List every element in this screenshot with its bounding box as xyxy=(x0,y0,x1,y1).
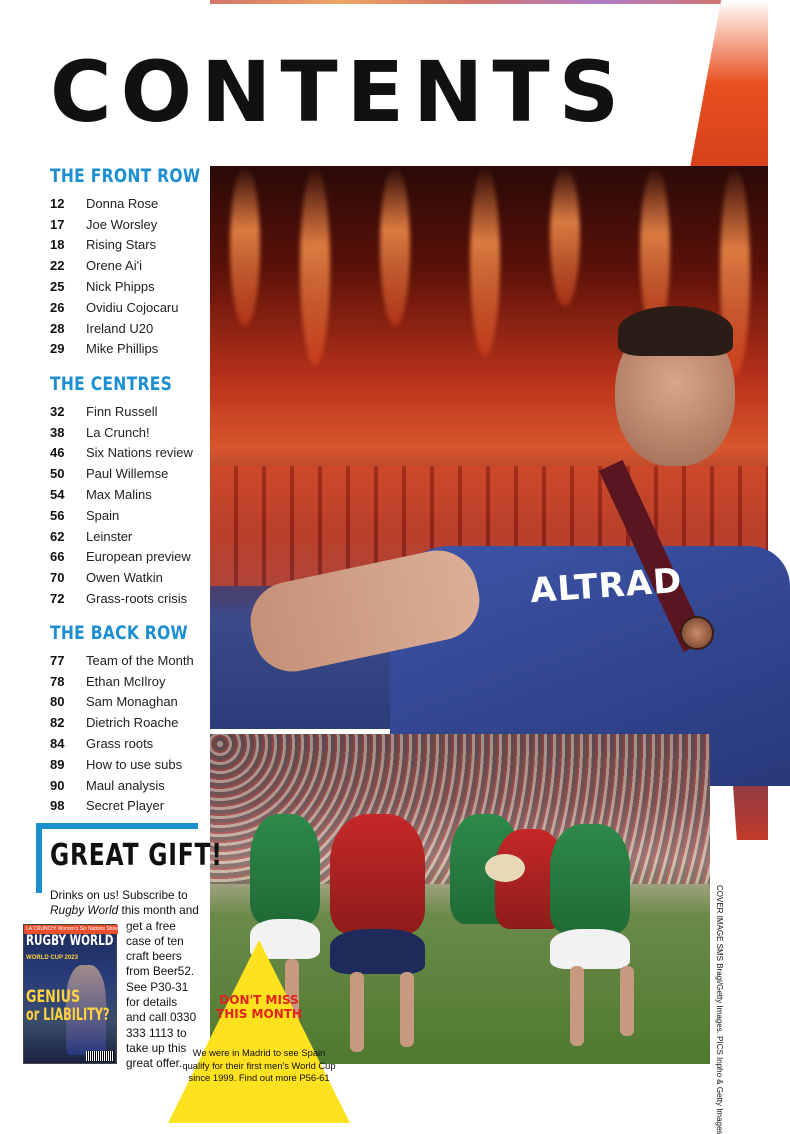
item-title: Rising Stars xyxy=(86,237,157,253)
cover-strip: LA CRUNCH! Women's Six Nations Showdown xyxy=(26,926,131,932)
barcode xyxy=(86,1051,114,1061)
gift-line: for details xyxy=(126,995,178,1010)
photo-credit: COVER IMAGE SMS Bragi/Getty Images. PICS Inpho & Getty Images xyxy=(715,885,724,1134)
hero-photo xyxy=(210,166,768,729)
player-green xyxy=(550,824,630,934)
list-item[interactable] xyxy=(50,193,233,214)
firework xyxy=(380,166,410,326)
list-item[interactable] xyxy=(50,671,218,692)
list-item[interactable] xyxy=(50,567,199,588)
page-number: 62 xyxy=(50,528,65,544)
page-number: 12 xyxy=(50,195,65,211)
item-title: Leinster xyxy=(86,528,133,544)
firework xyxy=(300,166,330,366)
section-heading: THE FRONT ROW xyxy=(50,165,201,187)
gift-line: craft beers xyxy=(126,949,182,964)
shirt-sponsor: ALTRAD xyxy=(528,560,684,612)
gift-line: 333 1113 to xyxy=(126,1025,187,1040)
page-number: 89 xyxy=(50,756,65,772)
promo-text: We were in Madrid to see Spain qualify for their first men's World Cup since 1999. Find out more P56-61 xyxy=(182,1047,336,1084)
player-green xyxy=(250,814,320,924)
list-item[interactable] xyxy=(50,401,199,422)
gift-line: take up this xyxy=(126,1040,187,1055)
item-title: Ireland U20 xyxy=(86,320,154,336)
magazine-cover[interactable] xyxy=(23,924,131,1064)
gift-line: Drinks on us! Subscribe to xyxy=(50,888,188,902)
item-title: European preview xyxy=(86,549,191,565)
gift-border-top xyxy=(36,823,198,829)
gift-line-rest: this month and xyxy=(118,903,199,918)
section-front-row xyxy=(50,165,233,359)
item-title: Secret Player xyxy=(86,798,165,814)
medal xyxy=(680,616,714,650)
page-number: 18 xyxy=(50,237,65,253)
promo-heading: DON'T MISS THIS MONTH xyxy=(216,993,302,1021)
section-heading: THE BACK ROW xyxy=(50,622,188,644)
list-item[interactable] xyxy=(50,276,233,297)
item-title: Grass roots xyxy=(86,736,154,752)
page-number: 22 xyxy=(50,258,65,274)
gift-line: case of ten xyxy=(126,933,184,948)
list-item[interactable] xyxy=(50,443,199,464)
list-item[interactable] xyxy=(50,712,218,733)
page-number: 80 xyxy=(50,694,65,710)
item-title: Orene Ai'i xyxy=(86,258,142,274)
list-item[interactable] xyxy=(50,754,218,775)
gift-line: from Beer52. xyxy=(126,964,195,979)
item-title: Maul analysis xyxy=(86,777,165,793)
item-title: La Crunch! xyxy=(86,424,150,440)
list-item[interactable] xyxy=(50,650,218,671)
item-title: Joe Worsley xyxy=(86,216,158,232)
item-title: Ethan McIlroy xyxy=(86,673,166,689)
item-title: Grass-roots crisis xyxy=(86,591,188,607)
list-item[interactable] xyxy=(50,235,233,256)
firework xyxy=(550,166,580,306)
player-leg xyxy=(620,966,634,1036)
page-number: 26 xyxy=(50,299,65,315)
list-item[interactable] xyxy=(50,796,218,817)
gift-line: See P30-31 xyxy=(126,979,189,994)
top-color-strip xyxy=(210,0,730,4)
list-item[interactable] xyxy=(50,339,233,360)
list-item[interactable] xyxy=(50,484,199,505)
cover-headline: GENIUS xyxy=(26,987,81,1007)
page-number: 54 xyxy=(50,487,65,503)
list-item[interactable] xyxy=(50,547,199,568)
item-title: Mike Phillips xyxy=(86,341,159,357)
item-title: Sam Monaghan xyxy=(86,694,178,710)
player-shorts xyxy=(550,929,630,969)
list-item[interactable] xyxy=(50,775,218,796)
cover-headline: or LIABILITY? xyxy=(26,1005,110,1025)
list-item[interactable] xyxy=(50,505,199,526)
page-number: 46 xyxy=(50,445,65,461)
player-leg xyxy=(350,972,364,1052)
gift-line: get a free xyxy=(126,918,176,933)
item-title: Six Nations review xyxy=(86,445,193,461)
cover-subline: WORLD CUP 2023 xyxy=(26,955,78,961)
page-number: 56 xyxy=(50,507,65,523)
list-item[interactable] xyxy=(50,214,233,235)
list-item[interactable] xyxy=(50,733,218,754)
item-title: Donna Rose xyxy=(86,195,159,211)
gift-border-left xyxy=(36,823,42,893)
firework xyxy=(230,166,260,326)
item-title: Ovidiu Cojocaru xyxy=(86,299,179,315)
item-title: Paul Willemse xyxy=(86,466,169,482)
gift-line: and call 0330 xyxy=(126,1010,197,1025)
page-number: 72 xyxy=(50,591,65,607)
item-title: Team of the Month xyxy=(86,652,194,668)
list-item[interactable] xyxy=(50,318,233,339)
gift-title: GREAT GIFT! xyxy=(50,838,223,873)
page-number: 84 xyxy=(50,736,65,752)
page-number: 70 xyxy=(50,570,65,586)
list-item[interactable] xyxy=(50,526,199,547)
item-title: Nick Phipps xyxy=(86,279,155,295)
rugby-ball xyxy=(485,854,525,882)
item-title: Spain xyxy=(86,507,120,523)
page-number: 25 xyxy=(50,279,65,295)
page-number: 66 xyxy=(50,549,65,565)
section-centres xyxy=(50,373,199,609)
list-item[interactable] xyxy=(50,588,199,609)
gift-line: great offer. xyxy=(126,1056,183,1071)
page-number: 50 xyxy=(50,466,65,482)
magazine-name: Rugby World xyxy=(50,903,119,918)
list-item[interactable] xyxy=(50,297,233,318)
page-number: 82 xyxy=(50,715,65,731)
player-leg xyxy=(400,972,414,1047)
page-title: CONTENTS xyxy=(50,43,629,141)
item-title: Owen Watkin xyxy=(86,570,163,586)
page-number: 28 xyxy=(50,320,65,336)
page-number: 77 xyxy=(50,652,65,668)
cover-masthead: RUGBY WORLD xyxy=(26,933,114,949)
player-shorts xyxy=(330,929,425,974)
list-item[interactable] xyxy=(50,255,233,276)
item-title: Dietrich Roache xyxy=(86,715,179,731)
gift-line xyxy=(50,903,200,918)
section-heading: THE CENTRES xyxy=(50,373,173,395)
page-number: 17 xyxy=(50,216,65,232)
firework xyxy=(470,166,500,356)
page-number: 32 xyxy=(50,403,65,419)
list-item[interactable] xyxy=(50,422,199,443)
page-number: 98 xyxy=(50,798,65,814)
player-red xyxy=(330,814,425,934)
page-number: 29 xyxy=(50,341,65,357)
section-back-row xyxy=(50,622,218,816)
item-title: How to use subs xyxy=(86,756,183,772)
list-item[interactable] xyxy=(50,692,218,713)
item-title: Max Malins xyxy=(86,487,152,503)
player-hair xyxy=(618,306,733,356)
player-leg xyxy=(570,966,584,1046)
page-number: 90 xyxy=(50,777,65,793)
list-item[interactable] xyxy=(50,463,199,484)
page-number: 38 xyxy=(50,424,65,440)
page-number: 78 xyxy=(50,673,65,689)
item-title: Finn Russell xyxy=(86,403,158,419)
